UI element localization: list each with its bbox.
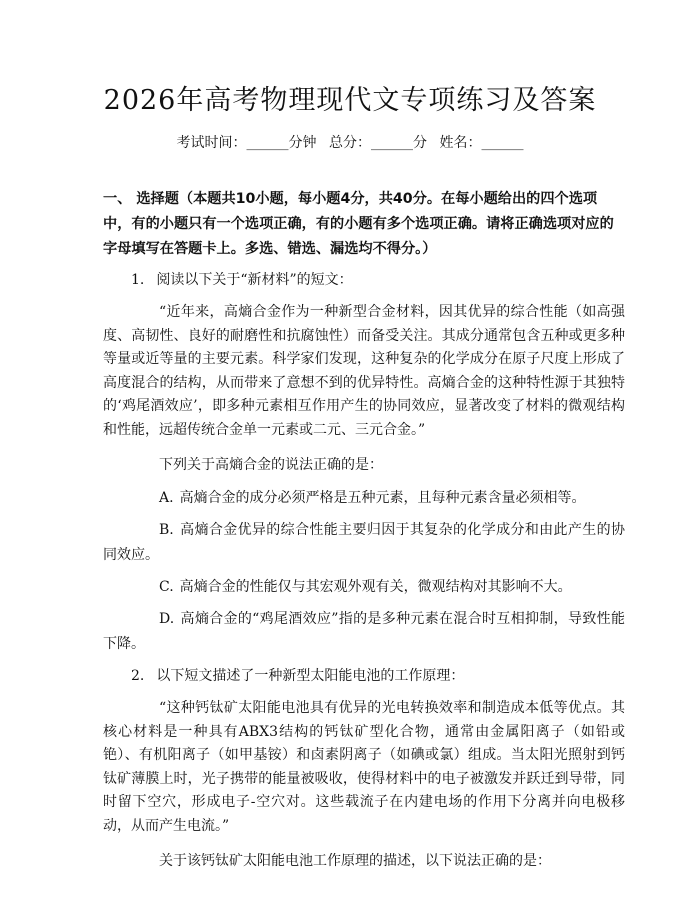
question-intro	[103, 664, 625, 689]
reading-passage: “近年来，高熵合金作为一种新型合金材料，因其优异的综合性能（如高强度、高韧性、良好的耐磨性和抗腐蚀性）而备受关注。其成分通常包含五种或更多种等量或近等量的主要元素。科学家们发现，这种复杂的化学成分在原子尺度上形成了高度混合的结构，从而带来了意想不到的优异特性。高熵合金的这种特性源于其独特的‘鸡尾酒效应’，即多种元素相互作用产生的协同效应，显著改变了材料的微观结构和性能，远超传统合金单一元素或二元、三元合金。”	[103, 304, 625, 438]
question-intro	[103, 268, 625, 293]
option-text: 高熵合金优异的综合性能主要归因于其复杂的化学成分和由此产生的协同效应。	[103, 522, 625, 563]
question-stem: 关于该钙钛矿太阳能电池工作原理的描述，以下说法正确的是：	[159, 853, 551, 869]
exam-meta	[0, 132, 700, 152]
option-label: B.	[159, 522, 174, 538]
exam-time-label: 考试时间：______分钟	[176, 135, 317, 151]
question-1	[103, 268, 625, 657]
question-intro-text: 阅读以下关于“新材料”的短文：	[156, 272, 353, 288]
option-label: D.	[159, 611, 175, 627]
question-number: 2.	[131, 668, 145, 684]
question-number: 1.	[131, 272, 145, 288]
option-b	[103, 518, 625, 568]
option-label: C.	[159, 579, 174, 595]
exam-content	[103, 187, 625, 882]
student-name-label: 姓名：______	[439, 135, 524, 151]
page-title: 2026年高考物理现代文专项练习及答案	[103, 85, 597, 116]
option-text: 高熵合金的性能仅与其宏观外观有关，微观结构对其影响不大。	[179, 579, 572, 595]
option-text: 高熵合金的“鸡尾酒效应”指的是多种元素在混合时互相抑制，导致性能下降。	[103, 611, 625, 652]
question-intro-text: 以下短文描述了一种新型太阳能电池的工作原理：	[156, 668, 465, 684]
question-2	[103, 664, 625, 874]
total-score-label: 总分：______分	[329, 135, 427, 151]
option-text: 高熵合金的成分必须严格是五种元素，且每种元素含量必须相等。	[179, 490, 586, 506]
option-a	[103, 486, 625, 511]
question-stem: 下列关于高熵合金的说法正确的是：	[159, 457, 383, 473]
reading-passage: “这种钙钛矿太阳能电池具有优异的光电转换效率和制造成本低等优点。其核心材料是一种具有ABX3结构的钙钛矿型化合物，通常由金属阳离子（如铅或铯）、有机阳离子（如甲基铵）和卤素阴离子（如碘或氯）组成。当太阳光照射到钙钛矿薄膜上时，光子携带的能量被吸收，使得材料中的电子被激发并跃迁到导带，同时留下空穴，形成电子-空穴对。这些载流子在内建电场的作用下分离并向电极移动，从而产生电流。”	[103, 700, 625, 834]
option-d	[103, 607, 625, 657]
option-c	[103, 575, 625, 600]
option-label: A.	[159, 490, 174, 506]
section-heading: 一、 选择题（本题共10小题，每小题4分，共40分。在每小题给出的四个选项中，有的小题只有一个选项正确，有的小题有多个选项正确。请将正确选项对应的字母填写在答题卡上。多选、错选、漏选均不得分。）	[103, 191, 614, 257]
